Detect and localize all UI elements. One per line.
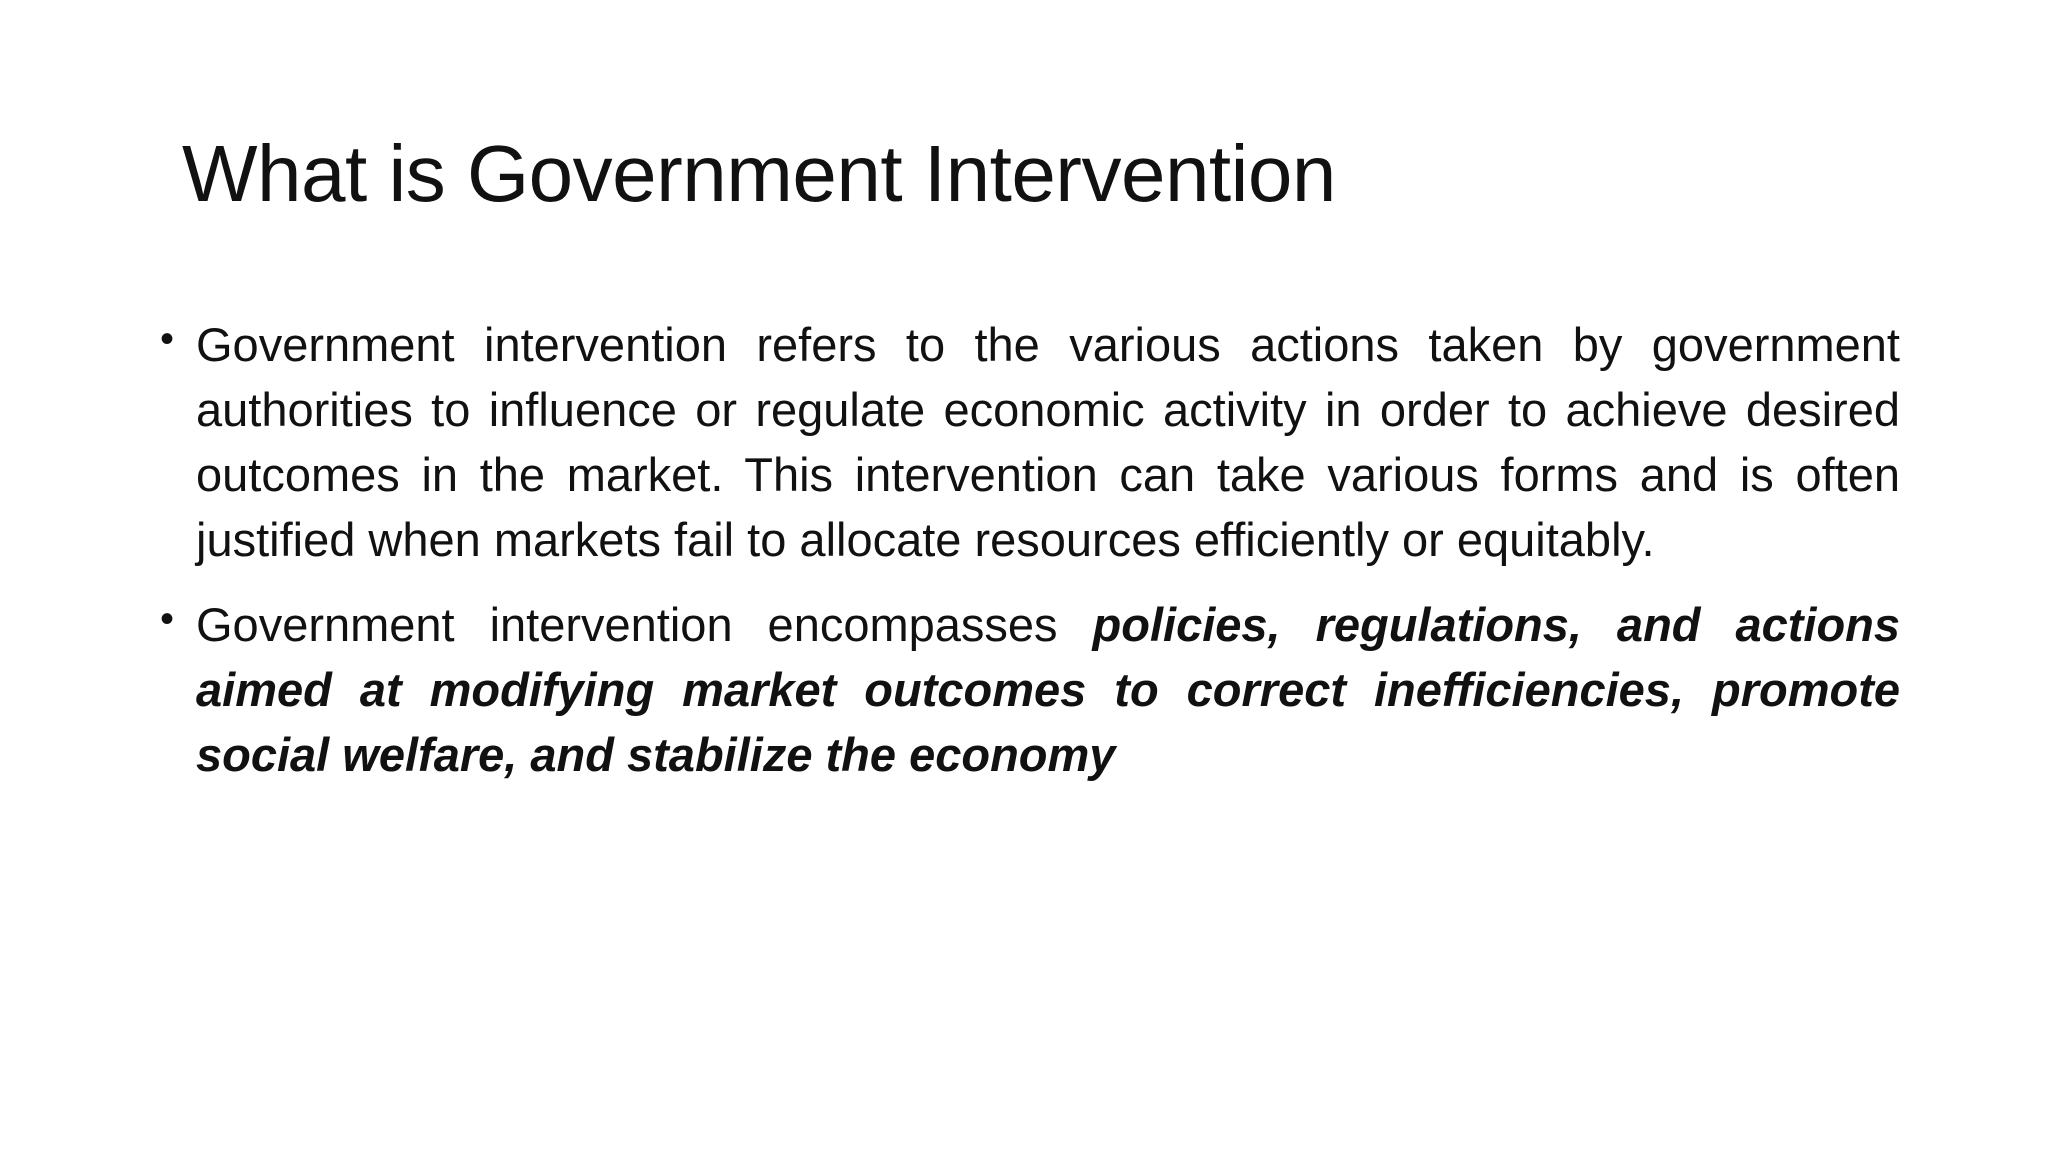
bullet-item-definition xyxy=(150,312,1900,572)
bullet-text: Government intervention refers to the various actions taken by government authorities to influence or regulate economic activity in order to achieve desired outcomes in the market. This intervention can take various forms and is often justified when markets fail to allocate resources efficiently or equitably. xyxy=(196,318,1900,566)
bullet-list xyxy=(150,312,1900,807)
slide-title: What is Government Intervention xyxy=(182,129,1336,218)
bullet-emphasis-text: policies, regulations, and actions aimed at modifying market outcomes to correct inefficiencies, promote social welfare, and stabilize the economy xyxy=(196,598,1901,781)
bullet-text: Government intervention encompasses xyxy=(196,598,1093,651)
bullet-dot-icon: • xyxy=(160,597,175,641)
bullet-item-scope xyxy=(150,592,1900,787)
bullet-dot-icon: • xyxy=(160,317,175,361)
